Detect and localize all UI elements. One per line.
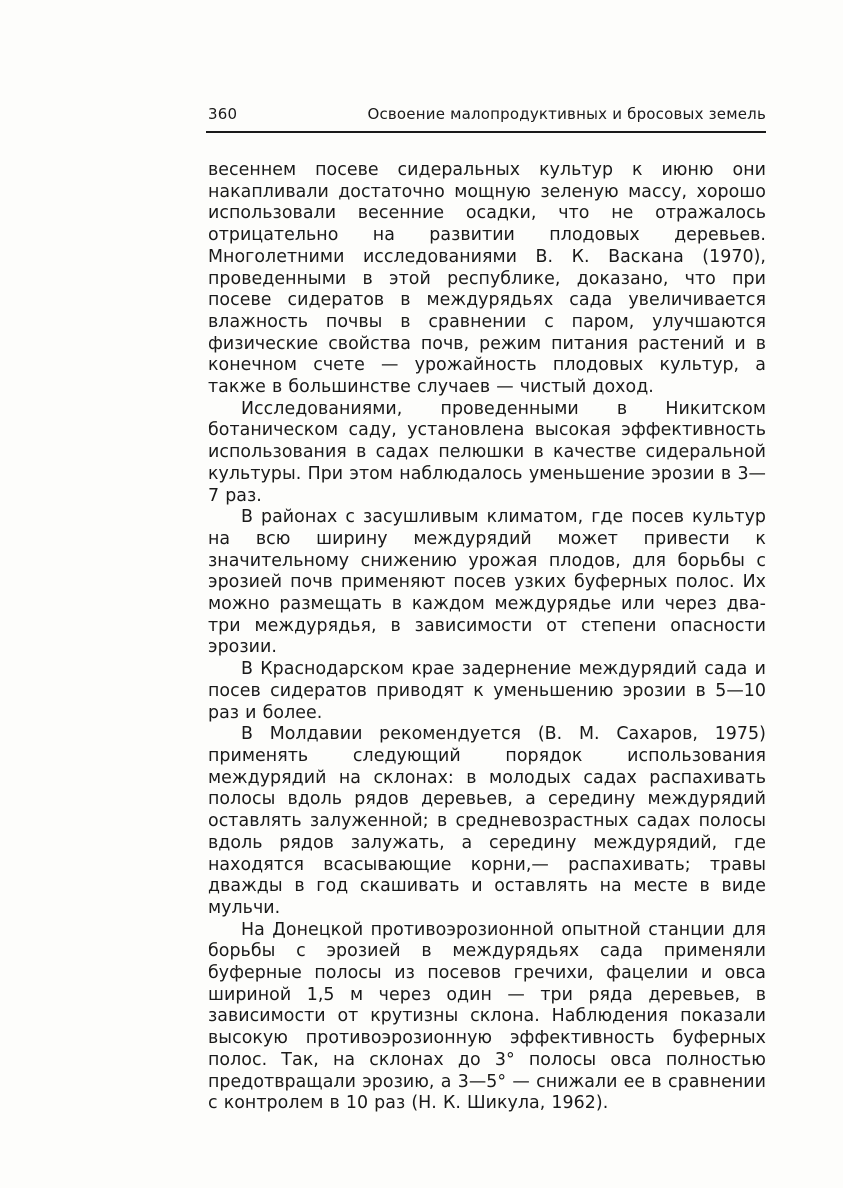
running-head [208, 104, 766, 126]
paragraph-donetsk-station: На Донецкой противоэрозионной опытной станции для борьбы с эрозией в междурядьях сада применяли буферные полосы из посевов гречихи, фацелии и овса шириной 1,5 м через один — три ряда деревьев, в зависимости от крутизны склона. Наблюдения показали высокую противоэрозионную эффективность буферных полос. Так, на склонах до 3° полосы овса полностью предотвращали эрозию, а 3—5° — снижали ее в сравнении с контролем в 10 раз (Н. К. Шикула, 1962). [208, 919, 766, 1114]
paragraph-continuation: весеннем посеве сидеральных культур к июню они накапливали достаточно мощную зеленую массу, хорошо использовали весенние осадки, что не отражалось отрицательно на развитии плодовых деревьев. Многолетними исследованиями В. К. Васкана (1970), проведенными в этой республике, доказано, что при посеве сидератов в междурядьях сада увеличивается влажность почвы в сравнении с паром, улучшаются физические свойства почв, режим питания растений и в конечном счете — урожайность плодовых культур, а также в большинстве случаев — чистый доход. [208, 160, 766, 398]
paragraph-krasnodar: В Краснодарском крае задернение междурядий сада и посев сидератов приводят к уменьшению эрозии в 5—10 раз и более. [208, 659, 766, 723]
body-text [208, 160, 766, 1115]
running-title: Освоение малопродуктивных и бросовых земель [367, 105, 766, 123]
paragraph-nikitsky-garden: Исследованиями, проведенными в Никитском ботаническом саду, установлена высокая эффективность использования в садах пелюшки в качестве сидеральной культуры. При этом наблюдалось уменьшение эрозии в 3—7 раз. [208, 398, 766, 506]
paragraph-moldavia: В Молдавии рекомендуется (В. М. Сахаров, 1975) применять следующий порядок использования междурядий на склонах: в молодых садах распахивать полосы вдоль рядов деревьев, а середину междурядий оставлять залуженной; в средневозрастных садах полосы вдоль рядов залужать, а середину междурядий, где находятся всасывающие корни,— распахивать; травы дважды в год скашивать и оставлять на месте в виде мульчи. [208, 724, 766, 918]
header-rule [206, 131, 766, 133]
paragraph-buffer-strips: В районах с засушливым климатом, где посев культур на всю ширину междурядий может привести к значительному снижению урожая плодов, для борьбы с эрозией почв применяют посев узких буферных полос. Их можно размещать в каждом междурядье или через два-три междурядья, в зависимости от степени опасности эрозии. [208, 507, 766, 658]
page-number: 360 [208, 105, 238, 123]
